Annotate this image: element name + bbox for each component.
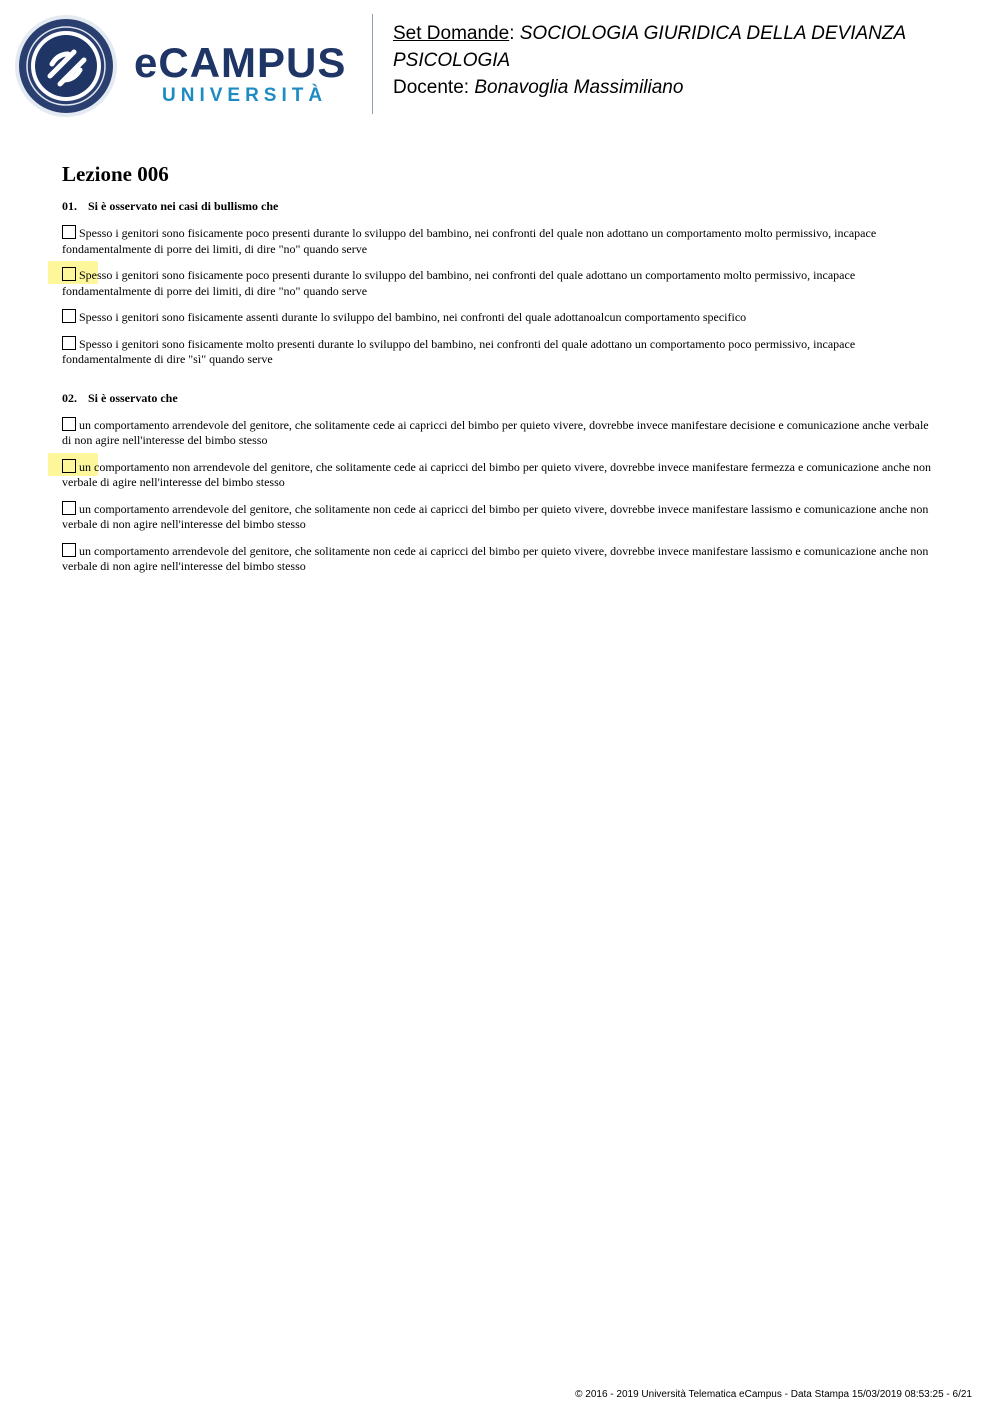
set-label: Set Domande [393, 23, 510, 44]
answer-option [62, 225, 932, 257]
answer-text: Spesso i genitori sono fisicamente assenti durante lo sviluppo del bambino, nei confronti del quale adottanoalcun comportamento specifico [79, 310, 747, 324]
answer-checkbox[interactable] [62, 417, 76, 431]
set-separator: : [509, 23, 515, 44]
lesson-title: Lezione 006 [62, 162, 169, 186]
question-title [62, 198, 932, 214]
answer-option [62, 309, 932, 326]
ecampus-logo [14, 14, 364, 118]
answer-option [62, 501, 932, 533]
teacher-label: Docente: [393, 77, 470, 98]
answer-checkbox[interactable] [62, 267, 76, 281]
page-header [0, 0, 1000, 130]
answer-checkbox[interactable] [62, 225, 76, 239]
brand-name: eCAMPUS [134, 39, 347, 86]
question-number: 02. [62, 390, 77, 405]
brand-subtitle: UNIVERSITÀ [162, 85, 328, 106]
set-title: SOCIOLOGIA GIURIDICA DELLA DEVIANZA PSICOLOGIA [393, 23, 906, 71]
set-line [393, 20, 973, 74]
answer-text: un comportamento arrendevole del genitore, che solitamente non cede ai capricci del bimbo per quieto vivere, dovrebbe invece manifestare lassismo e comunicazione anche non verbale di non agire nell'interesse del bimbo stesso [62, 501, 929, 531]
question-01 [62, 198, 932, 368]
header-divider [372, 14, 373, 114]
answer-checkbox[interactable] [62, 336, 76, 350]
university-seal-icon [14, 14, 118, 118]
answer-option-highlighted [62, 459, 932, 491]
question-number: 01. [62, 199, 77, 213]
answer-text: un comportamento non arrendevole del genitore, che solitamente cede ai capricci del bimbo per quieto vivere, dovrebbe invece manifestare fermezza e comunicazione anche non verbale di agire nell'interesse del bimbo stesso [62, 459, 931, 489]
answer-text: un comportamento arrendevole del genitore, che solitamente cede ai capricci del bimbo per quieto vivere, dovrebbe invece manifestare decisione e comunicazione anche verbale di non agire nell'interesse del bimbo stesso [62, 417, 929, 447]
teacher-name: Bonavoglia Massimiliano [474, 77, 684, 98]
question-02 [62, 390, 932, 575]
question-text: Si è osservato nei casi di bullismo che [88, 199, 279, 213]
answer-checkbox[interactable] [62, 459, 76, 473]
page-footer: © 2016 - 2019 Università Telematica eCampus - Data Stampa 15/03/2019 08:53:25 - 6/21 [575, 1389, 972, 1400]
answer-text: Spesso i genitori sono fisicamente poco presenti durante lo sviluppo del bambino, nei confronti del quale adottano un comportamento molto permissivo, incapace fondamentalmente di porre dei limiti, di dire "no" quando serve [62, 268, 856, 298]
question-title [62, 390, 932, 406]
answer-option [62, 417, 932, 449]
answer-checkbox[interactable] [62, 309, 76, 323]
answer-text: Spesso i genitori sono fisicamente poco presenti durante lo sviluppo del bambino, nei confronti del quale non adottano un comportamento molto permissivo, incapace fondamentalmente di porre dei limiti, di dire "no" quando serve [62, 226, 877, 256]
answer-text: Spesso i genitori sono fisicamente molto presenti durante lo sviluppo del bambino, nei confronti del quale adottano un comportamento poco permissivo, incapace fondamentalmente di dire "sì" quando serve [62, 336, 856, 366]
answer-option-highlighted [62, 267, 932, 299]
lesson-content [62, 160, 932, 597]
answer-checkbox[interactable] [62, 543, 76, 557]
answer-option [62, 336, 932, 368]
question-text: Si è osservato che [88, 390, 178, 405]
set-info [393, 20, 973, 101]
teacher-line [393, 74, 973, 101]
answer-text: un comportamento arrendevole del genitore, che solitamente non cede ai capricci del bimbo per quieto vivere, dovrebbe invece manifestare lassismo e comunicazione anche non verbale di non agire nell'interesse del bimbo stesso [62, 543, 929, 573]
answer-checkbox[interactable] [62, 501, 76, 515]
answer-option [62, 543, 932, 575]
brand-wordmark [134, 39, 347, 106]
